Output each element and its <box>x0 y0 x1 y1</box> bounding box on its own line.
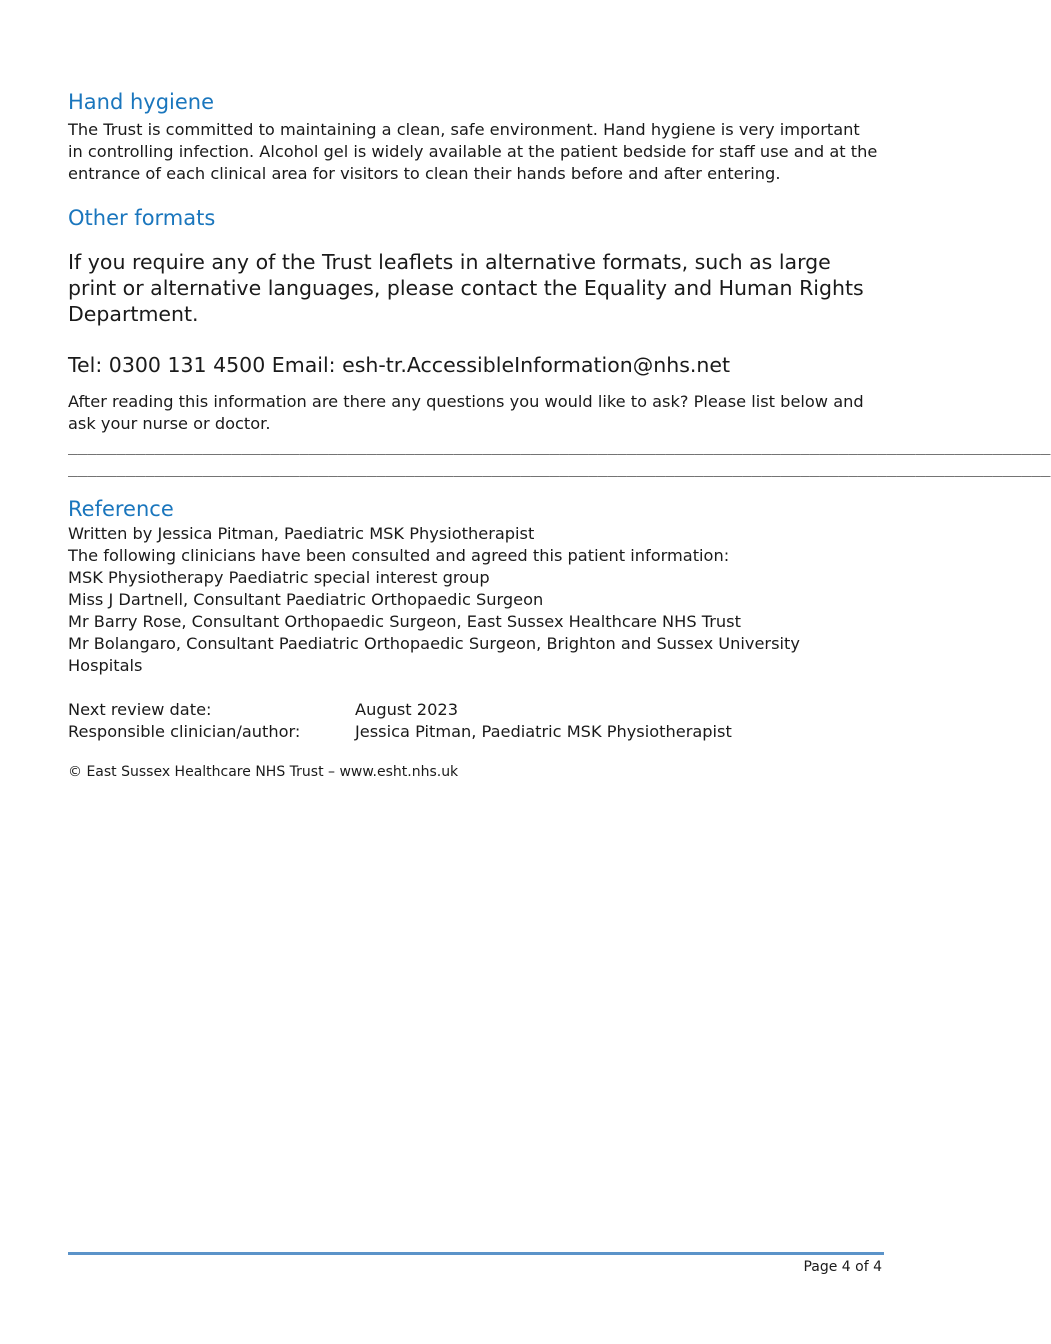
other-formats-section <box>68 204 1051 479</box>
reference-line: The following clinicians have been consulted and agreed this patient information: <box>68 546 730 565</box>
reference-line: Miss J Dartnell, Consultant Paediatric Orthopaedic Surgeon <box>68 590 544 609</box>
copyright-notice: © East Sussex Healthcare NHS Trust – www.esht.nhs.uk <box>68 764 459 780</box>
other-formats-heading: Other formats <box>68 206 216 230</box>
review-date-label: Next review date: <box>68 700 212 719</box>
answer-line: ______________________________________________________________________________________________________ <box>68 436 1051 455</box>
reference-line: MSK Physiotherapy Paediatric special interest group <box>68 568 490 587</box>
document-body <box>68 88 1051 782</box>
review-info <box>68 699 878 743</box>
hand-hygiene-text: The Trust is committed to maintaining a clean, safe environment. Hand hygiene is very important in controlling infection. Alcohol gel is widely available at the patient bedside for staff use and at the entrance of each clinical area for visitors to clean their hands before and after entering. <box>68 120 878 183</box>
page-number: Page 4 of 4 <box>803 1259 882 1275</box>
other-formats-text: If you require any of the Trust leaflets in alternative formats, such as large print or alternative languages, please contact the Equality and Human Rights Department. <box>68 250 864 326</box>
review-date-value: August 2023 <box>355 700 458 719</box>
hand-hygiene-heading: Hand hygiene <box>68 90 215 114</box>
questions-prompt: After reading this information are there any questions you would like to ask? Please list below and ask your nurse or doctor. <box>68 392 864 433</box>
reference-heading: Reference <box>68 497 174 521</box>
review-date-row <box>68 699 878 721</box>
hand-hygiene-section <box>68 88 878 185</box>
author-row <box>68 721 878 743</box>
author-label: Responsible clinician/author: <box>68 722 301 741</box>
footer-divider <box>68 1252 884 1255</box>
contact-details: Tel: 0300 131 4500 Email: esh-tr.AccessibleInformation@nhs.net <box>68 353 731 377</box>
reference-line: Mr Barry Rose, Consultant Orthopaedic Surgeon, East Sussex Healthcare NHS Trust <box>68 612 741 631</box>
author-value: Jessica Pitman, Paediatric MSK Physiotherapist <box>355 722 732 741</box>
reference-line: Mr Bolangaro, Consultant Paediatric Orthopaedic Surgeon, Brighton and Sussex University Hospitals <box>68 634 800 675</box>
answer-line: ______________________________________________________________________________________________________ <box>68 458 1051 477</box>
reference-section <box>68 495 878 677</box>
reference-line: Written by Jessica Pitman, Paediatric MSK Physiotherapist <box>68 524 535 543</box>
